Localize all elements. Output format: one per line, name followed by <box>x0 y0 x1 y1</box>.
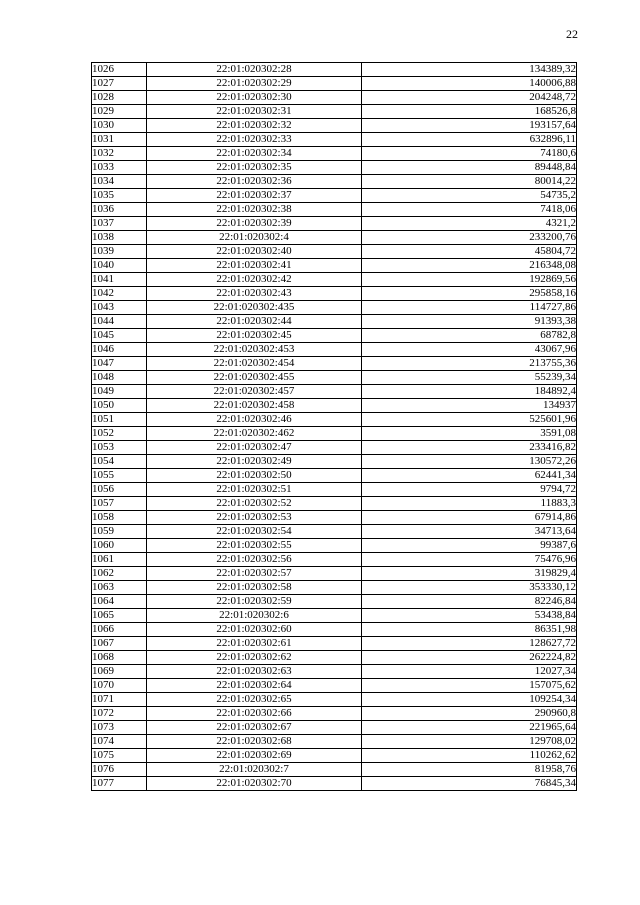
cadastral-number-cell: 22:01:020302:34 <box>147 147 362 161</box>
table-row <box>92 189 577 203</box>
cadastral-number-cell: 22:01:020302:462 <box>147 427 362 441</box>
row-number-cell: 1065 <box>92 609 147 623</box>
cadastral-number-cell: 22:01:020302:45 <box>147 329 362 343</box>
row-number-cell: 1035 <box>92 189 147 203</box>
value-cell: 12027,34 <box>362 665 577 679</box>
value-cell: 134389,32 <box>362 63 577 77</box>
table-row <box>92 679 577 693</box>
cadastral-number-cell: 22:01:020302:31 <box>147 105 362 119</box>
cadastral-number-cell: 22:01:020302:53 <box>147 511 362 525</box>
cadastral-number-cell: 22:01:020302:65 <box>147 693 362 707</box>
row-number-cell: 1062 <box>92 567 147 581</box>
row-number-cell: 1069 <box>92 665 147 679</box>
value-cell: 81958,76 <box>362 763 577 777</box>
value-cell: 67914,86 <box>362 511 577 525</box>
value-cell: 353330,12 <box>362 581 577 595</box>
value-cell: 192869,56 <box>362 273 577 287</box>
cadastral-number-cell: 22:01:020302:52 <box>147 497 362 511</box>
row-number-cell: 1028 <box>92 91 147 105</box>
row-number-cell: 1049 <box>92 385 147 399</box>
value-cell: 216348,08 <box>362 259 577 273</box>
row-number-cell: 1070 <box>92 679 147 693</box>
table-row <box>92 609 577 623</box>
value-cell: 128627,72 <box>362 637 577 651</box>
value-cell: 54735,2 <box>362 189 577 203</box>
cadastral-number-cell: 22:01:020302:70 <box>147 777 362 791</box>
value-cell: 221965,64 <box>362 721 577 735</box>
table-row <box>92 441 577 455</box>
value-cell: 11883,3 <box>362 497 577 511</box>
cadastral-number-cell: 22:01:020302:30 <box>147 91 362 105</box>
table-row <box>92 721 577 735</box>
cadastral-number-cell: 22:01:020302:35 <box>147 161 362 175</box>
table-row <box>92 693 577 707</box>
value-cell: 91393,38 <box>362 315 577 329</box>
cadastral-number-cell: 22:01:020302:36 <box>147 175 362 189</box>
row-number-cell: 1061 <box>92 553 147 567</box>
row-number-cell: 1032 <box>92 147 147 161</box>
table-row <box>92 315 577 329</box>
table-row <box>92 511 577 525</box>
table-row <box>92 119 577 133</box>
row-number-cell: 1026 <box>92 63 147 77</box>
table-row <box>92 385 577 399</box>
value-cell: 114727,86 <box>362 301 577 315</box>
value-cell: 99387,6 <box>362 539 577 553</box>
table-row <box>92 707 577 721</box>
table-row <box>92 749 577 763</box>
table-row <box>92 525 577 539</box>
row-number-cell: 1058 <box>92 511 147 525</box>
value-cell: 74180,6 <box>362 147 577 161</box>
row-number-cell: 1064 <box>92 595 147 609</box>
cadastral-number-cell: 22:01:020302:46 <box>147 413 362 427</box>
table-row <box>92 287 577 301</box>
table-body <box>92 63 577 791</box>
row-number-cell: 1050 <box>92 399 147 413</box>
value-cell: 233200,76 <box>362 231 577 245</box>
table-row <box>92 245 577 259</box>
table-row <box>92 147 577 161</box>
row-number-cell: 1067 <box>92 637 147 651</box>
row-number-cell: 1057 <box>92 497 147 511</box>
value-cell: 3591,08 <box>362 427 577 441</box>
table-row <box>92 273 577 287</box>
row-number-cell: 1038 <box>92 231 147 245</box>
table-row <box>92 497 577 511</box>
table-row <box>92 231 577 245</box>
row-number-cell: 1071 <box>92 693 147 707</box>
cadastral-number-cell: 22:01:020302:51 <box>147 483 362 497</box>
cadastral-number-cell: 22:01:020302:40 <box>147 245 362 259</box>
value-cell: 82246,84 <box>362 595 577 609</box>
table-row <box>92 539 577 553</box>
table-row <box>92 175 577 189</box>
cadastral-number-cell: 22:01:020302:49 <box>147 455 362 469</box>
value-cell: 110262,62 <box>362 749 577 763</box>
row-number-cell: 1031 <box>92 133 147 147</box>
value-cell: 168526,8 <box>362 105 577 119</box>
table-row <box>92 651 577 665</box>
value-cell: 86351,98 <box>362 623 577 637</box>
value-cell: 193157,64 <box>362 119 577 133</box>
row-number-cell: 1054 <box>92 455 147 469</box>
value-cell: 89448,84 <box>362 161 577 175</box>
cadastral-number-cell: 22:01:020302:32 <box>147 119 362 133</box>
row-number-cell: 1060 <box>92 539 147 553</box>
value-cell: 7418,06 <box>362 203 577 217</box>
row-number-cell: 1051 <box>92 413 147 427</box>
row-number-cell: 1036 <box>92 203 147 217</box>
table-row <box>92 63 577 77</box>
cadastral-number-cell: 22:01:020302:455 <box>147 371 362 385</box>
cadastral-number-cell: 22:01:020302:50 <box>147 469 362 483</box>
data-table <box>91 62 577 791</box>
row-number-cell: 1074 <box>92 735 147 749</box>
row-number-cell: 1053 <box>92 441 147 455</box>
value-cell: 55239,34 <box>362 371 577 385</box>
row-number-cell: 1045 <box>92 329 147 343</box>
cadastral-number-cell: 22:01:020302:39 <box>147 217 362 231</box>
table-row <box>92 469 577 483</box>
value-cell: 109254,34 <box>362 693 577 707</box>
value-cell: 262224,82 <box>362 651 577 665</box>
value-cell: 295858,16 <box>362 287 577 301</box>
cadastral-number-cell: 22:01:020302:38 <box>147 203 362 217</box>
row-number-cell: 1056 <box>92 483 147 497</box>
row-number-cell: 1076 <box>92 763 147 777</box>
cadastral-number-cell: 22:01:020302:29 <box>147 77 362 91</box>
cadastral-number-cell: 22:01:020302:44 <box>147 315 362 329</box>
table-row <box>92 133 577 147</box>
value-cell: 75476,96 <box>362 553 577 567</box>
table-row <box>92 217 577 231</box>
table-row <box>92 665 577 679</box>
row-number-cell: 1066 <box>92 623 147 637</box>
cadastral-number-cell: 22:01:020302:69 <box>147 749 362 763</box>
cadastral-number-cell: 22:01:020302:33 <box>147 133 362 147</box>
cadastral-number-cell: 22:01:020302:66 <box>147 707 362 721</box>
value-cell: 204248,72 <box>362 91 577 105</box>
table-row <box>92 77 577 91</box>
cadastral-number-cell: 22:01:020302:67 <box>147 721 362 735</box>
row-number-cell: 1043 <box>92 301 147 315</box>
value-cell: 68782,8 <box>362 329 577 343</box>
table-row <box>92 763 577 777</box>
cadastral-number-cell: 22:01:020302:57 <box>147 567 362 581</box>
row-number-cell: 1055 <box>92 469 147 483</box>
table-row <box>92 581 577 595</box>
cadastral-number-cell: 22:01:020302:4 <box>147 231 362 245</box>
value-cell: 53438,84 <box>362 609 577 623</box>
table-row <box>92 735 577 749</box>
value-cell: 62441,34 <box>362 469 577 483</box>
row-number-cell: 1073 <box>92 721 147 735</box>
row-number-cell: 1030 <box>92 119 147 133</box>
cadastral-number-cell: 22:01:020302:60 <box>147 623 362 637</box>
row-number-cell: 1033 <box>92 161 147 175</box>
cadastral-number-cell: 22:01:020302:56 <box>147 553 362 567</box>
row-number-cell: 1034 <box>92 175 147 189</box>
row-number-cell: 1040 <box>92 259 147 273</box>
cadastral-number-cell: 22:01:020302:37 <box>147 189 362 203</box>
row-number-cell: 1063 <box>92 581 147 595</box>
cadastral-number-cell: 22:01:020302:435 <box>147 301 362 315</box>
value-cell: 76845,34 <box>362 777 577 791</box>
table-row <box>92 105 577 119</box>
row-number-cell: 1059 <box>92 525 147 539</box>
row-number-cell: 1048 <box>92 371 147 385</box>
cadastral-number-cell: 22:01:020302:7 <box>147 763 362 777</box>
row-number-cell: 1027 <box>92 77 147 91</box>
cadastral-number-cell: 22:01:020302:68 <box>147 735 362 749</box>
row-number-cell: 1046 <box>92 343 147 357</box>
row-number-cell: 1029 <box>92 105 147 119</box>
cadastral-number-cell: 22:01:020302:41 <box>147 259 362 273</box>
table-row <box>92 413 577 427</box>
cadastral-number-cell: 22:01:020302:55 <box>147 539 362 553</box>
value-cell: 290960,8 <box>362 707 577 721</box>
row-number-cell: 1044 <box>92 315 147 329</box>
cadastral-number-cell: 22:01:020302:63 <box>147 665 362 679</box>
row-number-cell: 1039 <box>92 245 147 259</box>
page-number: 22 <box>566 27 578 41</box>
table-row <box>92 203 577 217</box>
table-row <box>92 343 577 357</box>
value-cell: 4321,2 <box>362 217 577 231</box>
cadastral-number-cell: 22:01:020302:28 <box>147 63 362 77</box>
table-row <box>92 595 577 609</box>
table-row <box>92 427 577 441</box>
cadastral-number-cell: 22:01:020302:43 <box>147 287 362 301</box>
cadastral-number-cell: 22:01:020302:453 <box>147 343 362 357</box>
value-cell: 34713,64 <box>362 525 577 539</box>
value-cell: 525601,96 <box>362 413 577 427</box>
table-row <box>92 399 577 413</box>
cadastral-number-cell: 22:01:020302:62 <box>147 651 362 665</box>
table-row <box>92 259 577 273</box>
cadastral-number-cell: 22:01:020302:54 <box>147 525 362 539</box>
row-number-cell: 1068 <box>92 651 147 665</box>
value-cell: 140006,88 <box>362 77 577 91</box>
table-row <box>92 455 577 469</box>
cadastral-number-cell: 22:01:020302:64 <box>147 679 362 693</box>
row-number-cell: 1037 <box>92 217 147 231</box>
table-row <box>92 623 577 637</box>
table-row <box>92 553 577 567</box>
table-row <box>92 371 577 385</box>
row-number-cell: 1042 <box>92 287 147 301</box>
cadastral-number-cell: 22:01:020302:458 <box>147 399 362 413</box>
value-cell: 233416,82 <box>362 441 577 455</box>
table-row <box>92 301 577 315</box>
cadastral-number-cell: 22:01:020302:47 <box>147 441 362 455</box>
table-row <box>92 777 577 791</box>
cadastral-number-cell: 22:01:020302:58 <box>147 581 362 595</box>
value-cell: 184892,4 <box>362 385 577 399</box>
cadastral-number-cell: 22:01:020302:6 <box>147 609 362 623</box>
row-number-cell: 1077 <box>92 777 147 791</box>
row-number-cell: 1041 <box>92 273 147 287</box>
value-cell: 213755,36 <box>362 357 577 371</box>
table-row <box>92 91 577 105</box>
value-cell: 130572,26 <box>362 455 577 469</box>
cadastral-number-cell: 22:01:020302:457 <box>147 385 362 399</box>
value-cell: 134937 <box>362 399 577 413</box>
value-cell: 632896,11 <box>362 133 577 147</box>
table-row <box>92 357 577 371</box>
value-cell: 80014,22 <box>362 175 577 189</box>
cadastral-number-cell: 22:01:020302:59 <box>147 595 362 609</box>
table-row <box>92 161 577 175</box>
value-cell: 129708,02 <box>362 735 577 749</box>
row-number-cell: 1075 <box>92 749 147 763</box>
table-row <box>92 567 577 581</box>
cadastral-number-cell: 22:01:020302:61 <box>147 637 362 651</box>
cadastral-number-cell: 22:01:020302:454 <box>147 357 362 371</box>
table-row <box>92 483 577 497</box>
value-cell: 319829,4 <box>362 567 577 581</box>
row-number-cell: 1047 <box>92 357 147 371</box>
value-cell: 43067,96 <box>362 343 577 357</box>
row-number-cell: 1072 <box>92 707 147 721</box>
value-cell: 45804,72 <box>362 245 577 259</box>
row-number-cell: 1052 <box>92 427 147 441</box>
table-row <box>92 637 577 651</box>
value-cell: 157075,62 <box>362 679 577 693</box>
cadastral-number-cell: 22:01:020302:42 <box>147 273 362 287</box>
value-cell: 9794,72 <box>362 483 577 497</box>
table-row <box>92 329 577 343</box>
